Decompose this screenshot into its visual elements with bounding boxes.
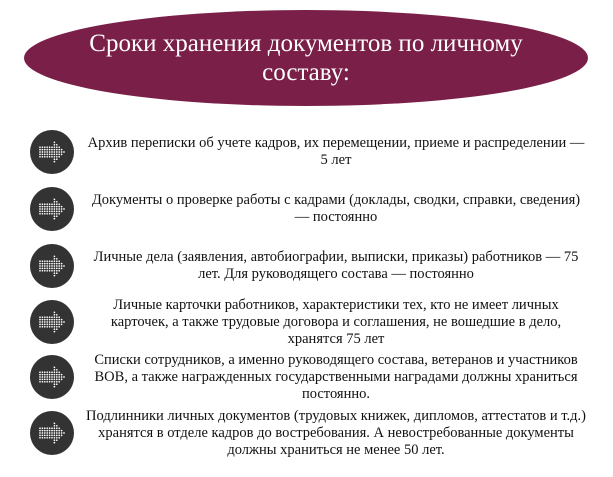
dotted-arrow-right-icon	[30, 187, 74, 231]
list-item-text: Личные дела (заявления, автобиографии, выписки, приказы) работников — 75 лет. Для руководящего состава — постоянно	[93, 249, 579, 282]
list-item-text: Личные карточки работников, характеристики тех, кто не имеет личных карточек, а также трудовые договора и соглашения, не вошедшие в дело, хранятся 75 лет	[110, 296, 562, 347]
list-item-text: Документы о проверке работы с кадрами (доклады, сводки, справки, сведения) — постоянно	[91, 192, 581, 225]
page-title: Сроки хранения документов по личному составу:	[89, 30, 523, 86]
dotted-arrow-right-icon	[30, 355, 74, 399]
dotted-arrow-glyph	[30, 355, 74, 399]
list-item-text: Подлинники личных документов (трудовых книжек, дипломов, аттестатов и т.д.) хранятся в отделе кадров до востребования. А невостребованные документы должны храниться не менее 50 лет.	[86, 407, 586, 458]
dotted-arrow-glyph	[30, 187, 74, 231]
list-item	[0, 241, 613, 291]
dotted-arrow-right-icon	[30, 130, 74, 174]
dotted-arrow-glyph	[30, 244, 74, 288]
dotted-arrow-right-icon	[30, 300, 74, 344]
list-item	[0, 408, 613, 458]
list-item	[0, 184, 613, 234]
dotted-arrow-glyph	[30, 300, 74, 344]
list-item	[0, 297, 613, 347]
list-item	[0, 352, 613, 402]
list-item-text: Архив переписки об учете кадров, их перемещении, приеме и распределении — 5 лет	[87, 135, 585, 168]
list-item	[0, 127, 613, 177]
dotted-arrow-glyph	[30, 411, 74, 455]
list-item-text: Списки сотрудников, а именно руководящего состава, ветеранов и участников ВОВ, а также награжденных государственными наградами должны храниться постоянно.	[94, 351, 578, 402]
dotted-arrow-glyph	[30, 130, 74, 174]
dotted-arrow-right-icon	[30, 244, 74, 288]
dotted-arrow-right-icon	[30, 411, 74, 455]
